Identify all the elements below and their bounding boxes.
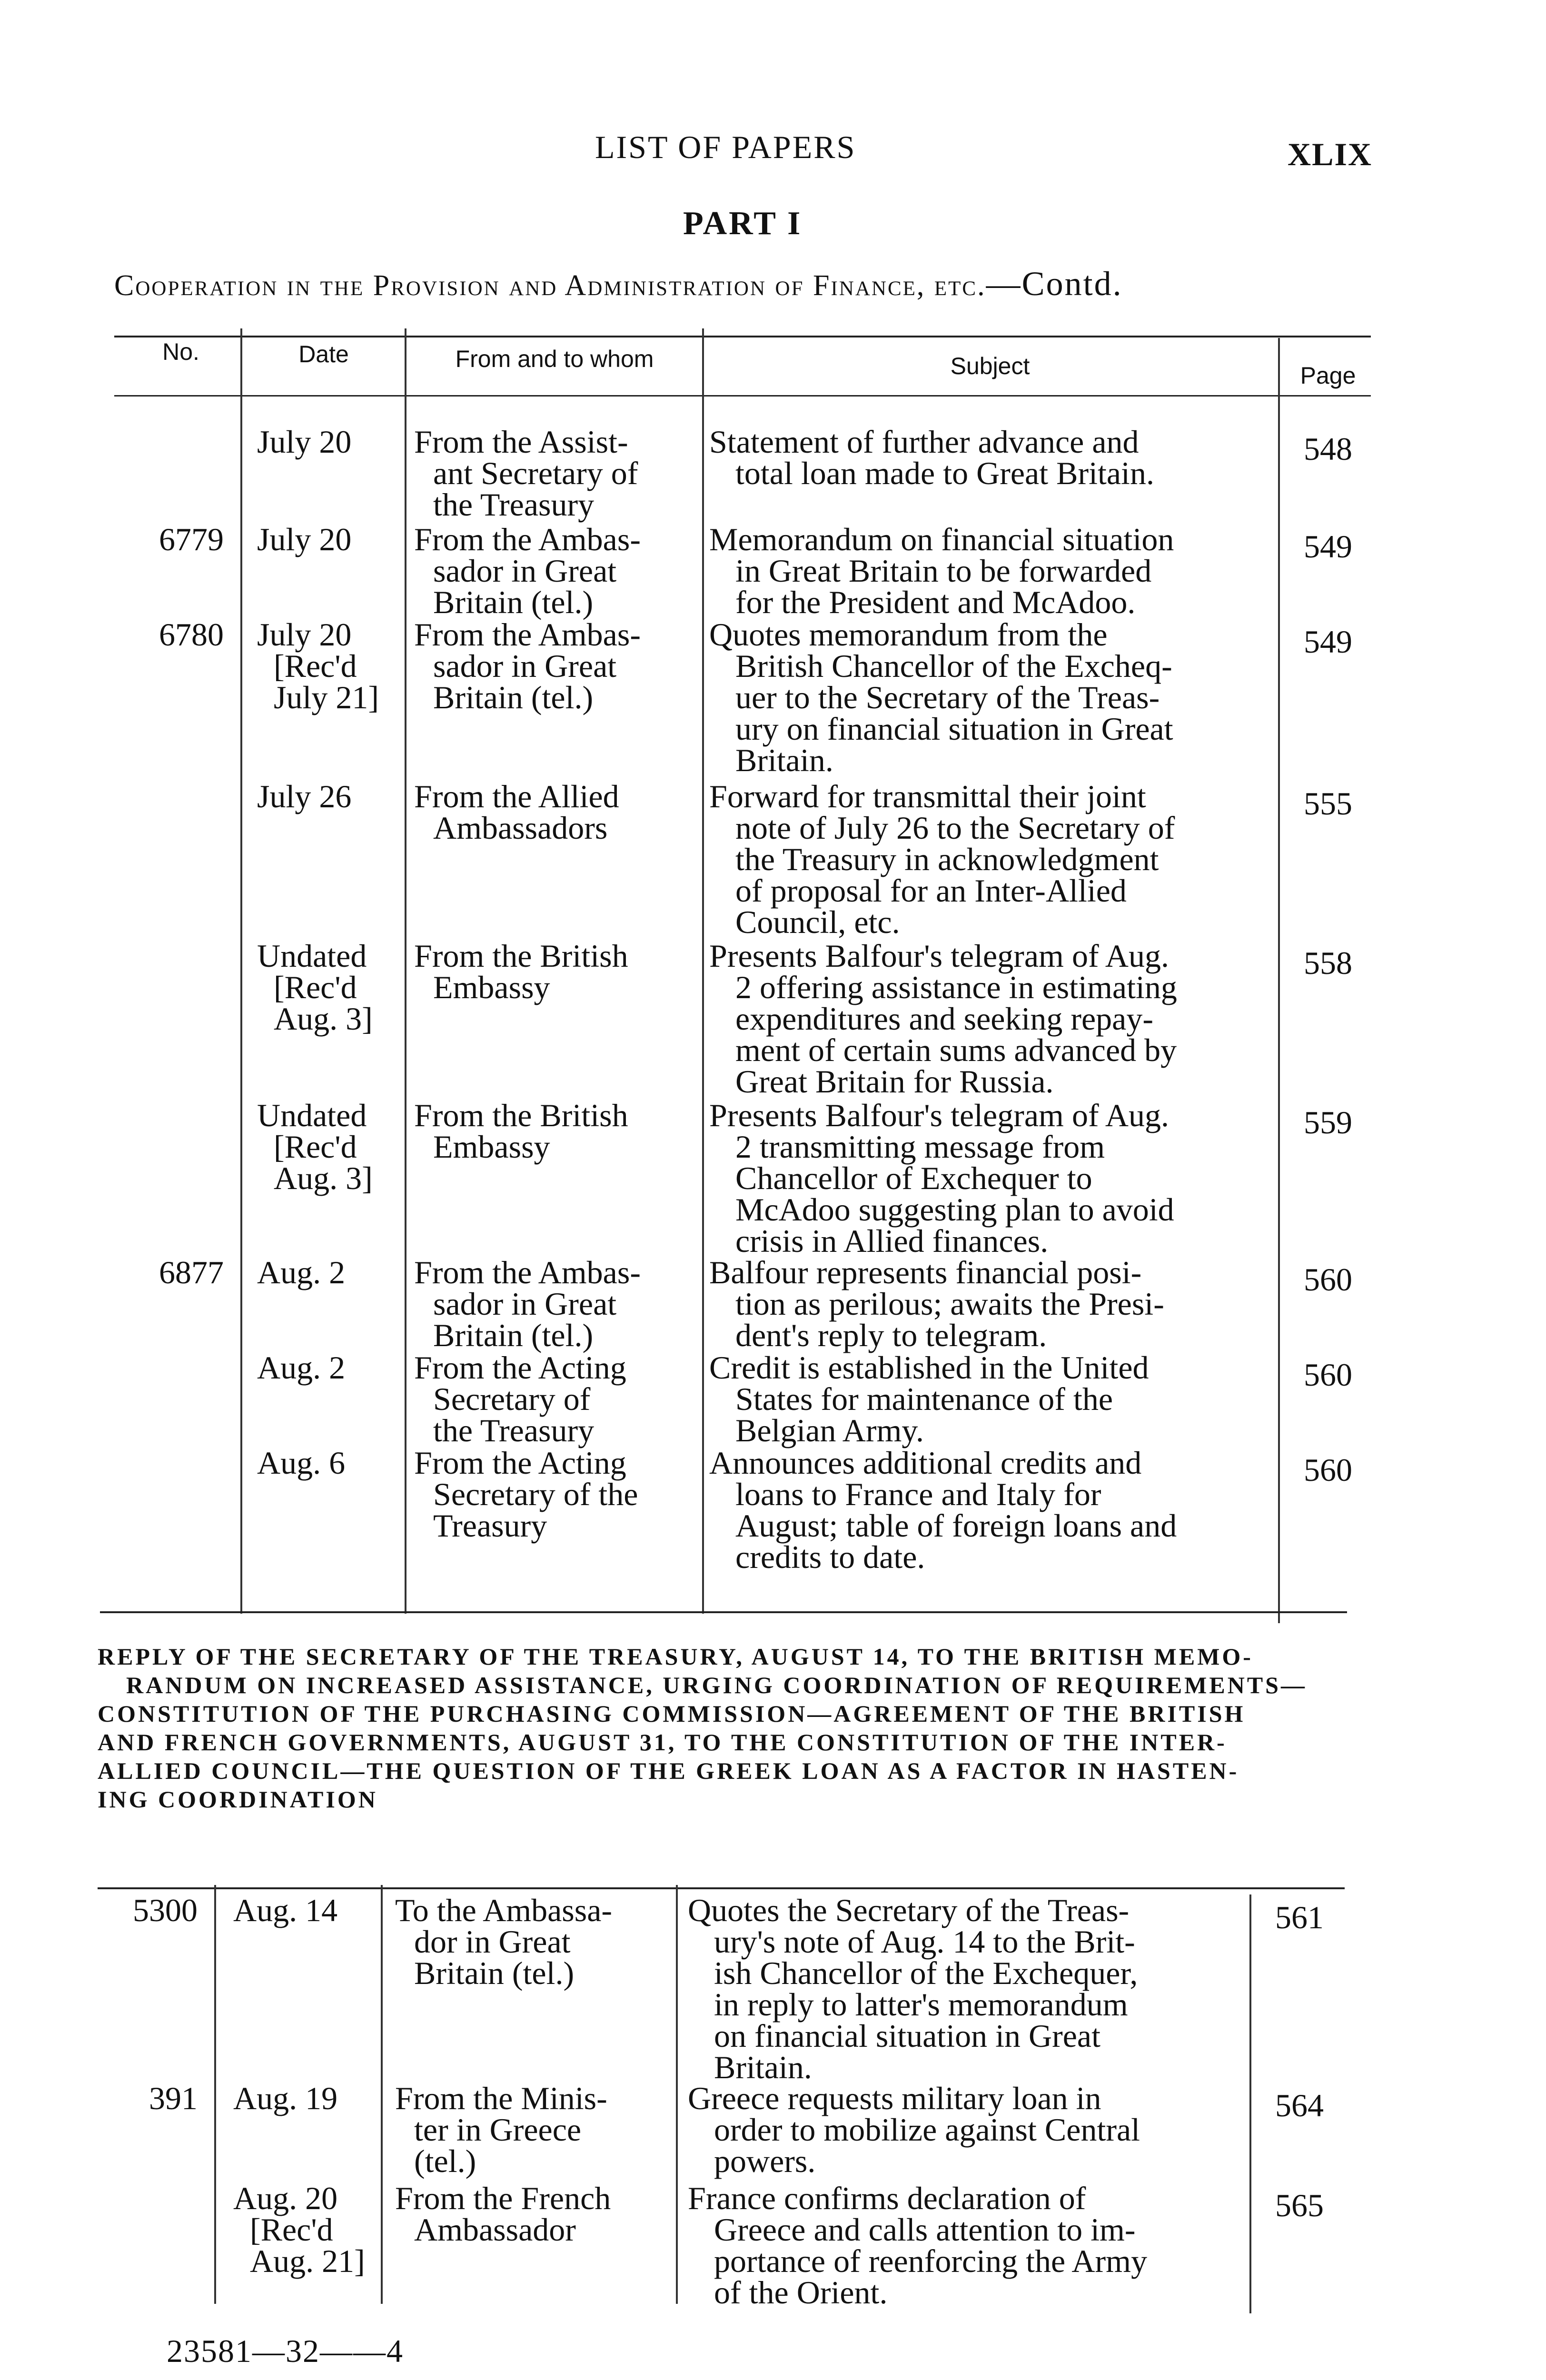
cell-date-line: Aug. 2 bbox=[257, 1349, 346, 1386]
cell-subject bbox=[709, 1097, 1266, 1259]
cell-subject-line: ment of certain sums advanced by bbox=[735, 1032, 1177, 1068]
cell-from-line: Embassy bbox=[433, 1129, 550, 1165]
cell-page bbox=[1280, 528, 1376, 565]
cell-from-line: the Treasury bbox=[433, 1412, 595, 1448]
cell-subject-line: tion as perilous; awaits the Presi- bbox=[735, 1286, 1164, 1322]
cell-from-line: Secretary of the bbox=[433, 1476, 638, 1512]
cell-date bbox=[257, 1445, 400, 1481]
cell-date-line: Aug. 14 bbox=[233, 1892, 338, 1928]
page-number: XLIX bbox=[1288, 136, 1373, 172]
cell-subject-line: Quotes memorandum from the bbox=[709, 616, 1108, 653]
cell-from-line: To the Ambassa- bbox=[395, 1892, 613, 1928]
cell-subject-line: ish Chancellor of the Exchequer, bbox=[714, 1955, 1138, 1991]
cell-from-line: From the British bbox=[414, 938, 628, 974]
cell-date bbox=[257, 778, 400, 814]
table1-header-rule bbox=[114, 395, 1371, 397]
cell-subject-line: Chancellor of Exchequer to bbox=[735, 1160, 1092, 1196]
cell-subject-line: Statement of further advance and bbox=[709, 424, 1139, 460]
cell-subject-line: Belgian Army. bbox=[735, 1412, 924, 1448]
cell-no bbox=[105, 2082, 198, 2114]
cell-page-line: 561 bbox=[1275, 1899, 1324, 1935]
cell-subject bbox=[709, 1447, 1266, 1573]
cell-from bbox=[414, 1349, 700, 1448]
cell-from-line: (tel.) bbox=[414, 2143, 476, 2179]
cell-from bbox=[395, 2082, 671, 2177]
cell-date bbox=[257, 938, 400, 1037]
cell-from bbox=[414, 940, 700, 1003]
cell-page-line: 558 bbox=[1304, 945, 1352, 981]
table1-col-divider bbox=[240, 328, 242, 1614]
cell-page bbox=[1280, 947, 1376, 979]
printer-code: 23581—32——4 bbox=[167, 2333, 404, 2369]
cell-from-line: Treasury bbox=[433, 1507, 547, 1544]
cell-subject-line: McAdoo suggesting plan to avoid bbox=[735, 1191, 1174, 1228]
cell-subject-line: Announces additional credits and bbox=[709, 1445, 1142, 1481]
cell-from-line: From the French bbox=[395, 2180, 611, 2216]
column-header-date: Date bbox=[298, 341, 349, 367]
cell-from bbox=[414, 1445, 700, 1544]
cell-no-line: 6780 bbox=[159, 616, 224, 653]
cell-page-line: 560 bbox=[1304, 1452, 1352, 1488]
cell-from-line: From the Assist- bbox=[414, 424, 628, 460]
cell-date-line: July 20 bbox=[257, 616, 352, 653]
cell-from-line: From the Acting bbox=[414, 1349, 626, 1386]
cell-page-line: 560 bbox=[1304, 1261, 1352, 1298]
cell-subject-line: for the President and McAdoo. bbox=[735, 584, 1136, 620]
cell-subject-line: 2 transmitting message from bbox=[735, 1129, 1105, 1165]
cell-subject-line: Presents Balfour's telegram of Aug. bbox=[709, 1097, 1169, 1133]
cell-from bbox=[395, 2180, 671, 2248]
table2-top-rule bbox=[98, 1887, 1345, 1889]
cell-page-line: 559 bbox=[1304, 1104, 1352, 1140]
cell-date-line: [Rec'd bbox=[274, 648, 357, 684]
cell-subject-line: Forward for transmittal their joint bbox=[709, 778, 1146, 814]
cell-from-line: From the Allied bbox=[414, 778, 619, 814]
cell-subject-line: note of July 26 to the Secretary of bbox=[735, 810, 1175, 846]
cell-subject-line: Great Britain for Russia. bbox=[735, 1063, 1054, 1100]
cell-subject-line: loans to France and Italy for bbox=[735, 1476, 1101, 1512]
cell-from-line: Embassy bbox=[433, 969, 550, 1005]
cell-from bbox=[414, 616, 700, 715]
cell-no bbox=[105, 1894, 198, 1926]
cell-subject-line: Britain. bbox=[714, 2049, 812, 2085]
cell-date bbox=[257, 1349, 400, 1386]
cell-from-line: From the Acting bbox=[414, 1445, 626, 1481]
column-header-page: Page bbox=[1300, 362, 1356, 389]
cell-subject-line: Greece requests military loan in bbox=[688, 2080, 1101, 2116]
cell-subject bbox=[688, 2082, 1235, 2177]
cell-date-line: July 21] bbox=[274, 679, 379, 715]
cell-date-line: Undated bbox=[257, 938, 367, 974]
cell-date-line: July 20 bbox=[257, 424, 352, 460]
cell-subject bbox=[709, 778, 1266, 940]
cell-date-line: [Rec'd bbox=[274, 1129, 357, 1165]
cell-page-line: 549 bbox=[1304, 528, 1352, 565]
cell-from-line: Britain (tel.) bbox=[414, 1955, 575, 1991]
cell-subject-line: of the Orient. bbox=[714, 2274, 888, 2311]
cell-subject-line: credits to date. bbox=[735, 1539, 925, 1575]
cell-subject-line: ury on financial situation in Great bbox=[735, 711, 1173, 747]
table1-bottom-rule bbox=[100, 1611, 1347, 1613]
section-heading-text: Cooperation in the Provision and Administration of Finance, etc. bbox=[114, 269, 986, 302]
cell-page bbox=[1252, 2187, 1347, 2223]
cell-page bbox=[1280, 624, 1376, 660]
table2-col-divider bbox=[214, 1885, 216, 2304]
cell-date-line: Aug. 3] bbox=[274, 1160, 373, 1196]
cell-subject-line: total loan made to Great Britain. bbox=[735, 455, 1154, 491]
table1-col-divider bbox=[405, 328, 406, 1614]
cell-no bbox=[124, 1254, 224, 1290]
cell-subject-line: the Treasury in acknowledgment bbox=[735, 841, 1159, 877]
cell-subject-line: in Great Britain to be forwarded bbox=[735, 553, 1152, 589]
cell-from bbox=[414, 778, 700, 846]
cell-date-line: Aug. 2 bbox=[257, 1254, 346, 1290]
cell-from-line: Secretary of bbox=[433, 1381, 591, 1417]
cell-date bbox=[233, 2082, 376, 2114]
cell-subject-line: Presents Balfour's telegram of Aug. bbox=[709, 938, 1169, 974]
cell-from-line: From the Ambas- bbox=[414, 521, 641, 557]
cell-date-line: Aug. 6 bbox=[257, 1445, 346, 1481]
cell-no bbox=[124, 521, 224, 557]
cell-subject-line: portance of reenforcing the Army bbox=[714, 2243, 1148, 2279]
cell-subject-line: Council, etc. bbox=[735, 904, 900, 940]
cell-from bbox=[414, 424, 700, 523]
cell-subject-line: 2 offering assistance in estimating bbox=[735, 969, 1177, 1005]
cell-subject bbox=[709, 1254, 1266, 1353]
cell-from-line: Ambassadors bbox=[433, 810, 608, 846]
cell-from-line: dor in Great bbox=[414, 1924, 571, 1960]
cell-subject-line: order to mobilize against Central bbox=[714, 2112, 1140, 2148]
cell-date bbox=[257, 521, 400, 557]
cell-subject-line: Memorandum on financial situation bbox=[709, 521, 1174, 557]
cell-date-line: Aug. 19 bbox=[233, 2080, 338, 2116]
cell-page bbox=[1252, 2087, 1347, 2123]
cell-from-line: Britain (tel.) bbox=[433, 679, 594, 715]
cell-subject-line: ury's note of Aug. 14 to the Brit- bbox=[714, 1924, 1135, 1960]
cell-date bbox=[257, 616, 400, 715]
cell-date-line: Aug. 21] bbox=[250, 2243, 365, 2279]
section2-line: AND FRENCH GOVERNMENTS, AUGUST 31, TO THE CONSTITUTION OF THE INTER- bbox=[98, 1729, 1227, 1755]
cell-date-line: Undated bbox=[257, 1097, 367, 1133]
column-header-no: No. bbox=[162, 338, 199, 365]
cell-from bbox=[414, 1097, 700, 1165]
section-heading bbox=[114, 264, 1123, 304]
cell-subject-line: Balfour represents financial posi- bbox=[709, 1254, 1142, 1290]
cell-page bbox=[1280, 1261, 1376, 1298]
cell-subject-line: expenditures and seeking repay- bbox=[735, 1001, 1153, 1037]
cell-date-line: July 26 bbox=[257, 778, 352, 814]
cell-date bbox=[257, 1097, 400, 1196]
cell-date bbox=[257, 1254, 400, 1290]
table1-col-divider bbox=[1278, 338, 1280, 1623]
cell-from-line: Britain (tel.) bbox=[433, 584, 594, 620]
column-header-from: From and to whom bbox=[455, 346, 654, 372]
section2-line: RANDUM ON INCREASED ASSISTANCE, URGING COORDINATION OF REQUIREMENTS— bbox=[126, 1672, 1307, 1698]
cell-page-line: 549 bbox=[1304, 624, 1352, 660]
cell-from-line: From the Minis- bbox=[395, 2080, 607, 2116]
cell-page-line: 560 bbox=[1304, 1357, 1352, 1393]
part-heading: PART I bbox=[683, 205, 803, 242]
section2-line: REPLY OF THE SECRETARY OF THE TREASURY, AUGUST 14, TO THE BRITISH MEMO- bbox=[98, 1643, 1253, 1670]
cell-subject bbox=[688, 1894, 1235, 2083]
cell-subject-line: powers. bbox=[714, 2143, 816, 2179]
cell-subject bbox=[688, 2180, 1235, 2311]
cell-page bbox=[1280, 1357, 1376, 1393]
cell-date-line: July 20 bbox=[257, 521, 352, 557]
cell-from-line: sador in Great bbox=[433, 1286, 617, 1322]
cell-page-line: 548 bbox=[1304, 431, 1352, 467]
cell-date bbox=[257, 424, 400, 460]
cell-subject bbox=[709, 521, 1266, 620]
cell-from-line: sador in Great bbox=[433, 648, 617, 684]
cell-subject-line: British Chancellor of the Excheq- bbox=[735, 648, 1172, 684]
cell-subject-line: crisis in Allied finances. bbox=[735, 1223, 1049, 1259]
cell-subject-line: France confirms declaration of bbox=[688, 2180, 1086, 2216]
section2-line: ING COORDINATION bbox=[98, 1786, 378, 1813]
cell-from-line: From the British bbox=[414, 1097, 628, 1133]
cell-date-line: Aug. 3] bbox=[274, 1001, 373, 1037]
table2-col-divider bbox=[676, 1885, 678, 2304]
cell-date-line: [Rec'd bbox=[250, 2211, 333, 2248]
cell-subject-line: uer to the Secretary of the Treas- bbox=[735, 679, 1160, 715]
cell-no-line: 6779 bbox=[159, 521, 224, 557]
cell-date-line: Aug. 20 bbox=[233, 2180, 338, 2216]
cell-no-line: 391 bbox=[149, 2080, 198, 2116]
cell-subject-line: dent's reply to telegram. bbox=[735, 1317, 1047, 1353]
section2-line: CONSTITUTION OF THE PURCHASING COMMISSION—AGREEMENT OF THE BRITISH bbox=[98, 1700, 1246, 1727]
cell-from-line: sador in Great bbox=[433, 553, 617, 589]
cell-from-line: ant Secretary of bbox=[433, 455, 638, 491]
cell-date bbox=[233, 2182, 376, 2277]
cell-page bbox=[1280, 785, 1376, 822]
section2-line: ALLIED COUNCIL—THE QUESTION OF THE GREEK LOAN AS A FACTOR IN HASTEN- bbox=[98, 1757, 1239, 1784]
cell-page bbox=[1280, 433, 1376, 465]
cell-from-line: Britain (tel.) bbox=[433, 1317, 594, 1353]
cell-page-line: 555 bbox=[1304, 785, 1352, 822]
table2-col-divider bbox=[381, 1885, 383, 2304]
cell-from bbox=[414, 1254, 700, 1353]
cell-from-line: From the Ambas- bbox=[414, 1254, 641, 1290]
cell-subject-line: Britain. bbox=[735, 742, 833, 778]
cell-from-line: the Treasury bbox=[433, 486, 595, 523]
cell-page bbox=[1252, 1899, 1347, 1935]
cell-subject-line: Greece and calls attention to im- bbox=[714, 2211, 1136, 2248]
cell-page bbox=[1280, 1454, 1376, 1486]
cell-subject-line: in reply to latter's memorandum bbox=[714, 1986, 1128, 2023]
cell-subject bbox=[709, 426, 1266, 489]
cell-from-line: ter in Greece bbox=[414, 2112, 582, 2148]
cell-subject bbox=[709, 616, 1266, 778]
cell-from-line: From the Ambas- bbox=[414, 616, 641, 653]
cell-date-line: [Rec'd bbox=[274, 969, 357, 1005]
table1-top-rule bbox=[114, 336, 1371, 337]
cell-subject-line: Quotes the Secretary of the Treas- bbox=[688, 1892, 1130, 1928]
section-heading-contd: —Contd. bbox=[986, 265, 1123, 303]
section2-heading bbox=[98, 1642, 1345, 1814]
cell-page-line: 565 bbox=[1275, 2187, 1324, 2223]
table2-col-divider bbox=[1249, 1894, 1251, 2313]
cell-page-line: 564 bbox=[1275, 2087, 1324, 2123]
running-header-title: LIST OF PAPERS bbox=[595, 129, 856, 165]
cell-subject-line: on financial situation in Great bbox=[714, 2018, 1100, 2054]
cell-date bbox=[233, 1894, 376, 1926]
cell-subject bbox=[709, 938, 1266, 1100]
cell-no bbox=[124, 616, 224, 653]
cell-subject-line: Credit is established in the United bbox=[709, 1349, 1149, 1386]
cell-subject-line: of proposal for an Inter-Allied bbox=[735, 873, 1127, 909]
column-header-subject: Subject bbox=[950, 353, 1030, 379]
cell-from bbox=[395, 1894, 671, 1989]
cell-no-line: 6877 bbox=[159, 1254, 224, 1290]
cell-from-line: Ambassador bbox=[414, 2211, 576, 2248]
cell-from bbox=[414, 521, 700, 620]
cell-page bbox=[1280, 1104, 1376, 1140]
cell-subject bbox=[709, 1349, 1266, 1448]
cell-no-line: 5300 bbox=[133, 1892, 198, 1928]
cell-subject-line: August; table of foreign loans and bbox=[735, 1507, 1177, 1544]
table1-col-divider bbox=[702, 328, 704, 1614]
cell-subject-line: States for maintenance of the bbox=[735, 1381, 1113, 1417]
